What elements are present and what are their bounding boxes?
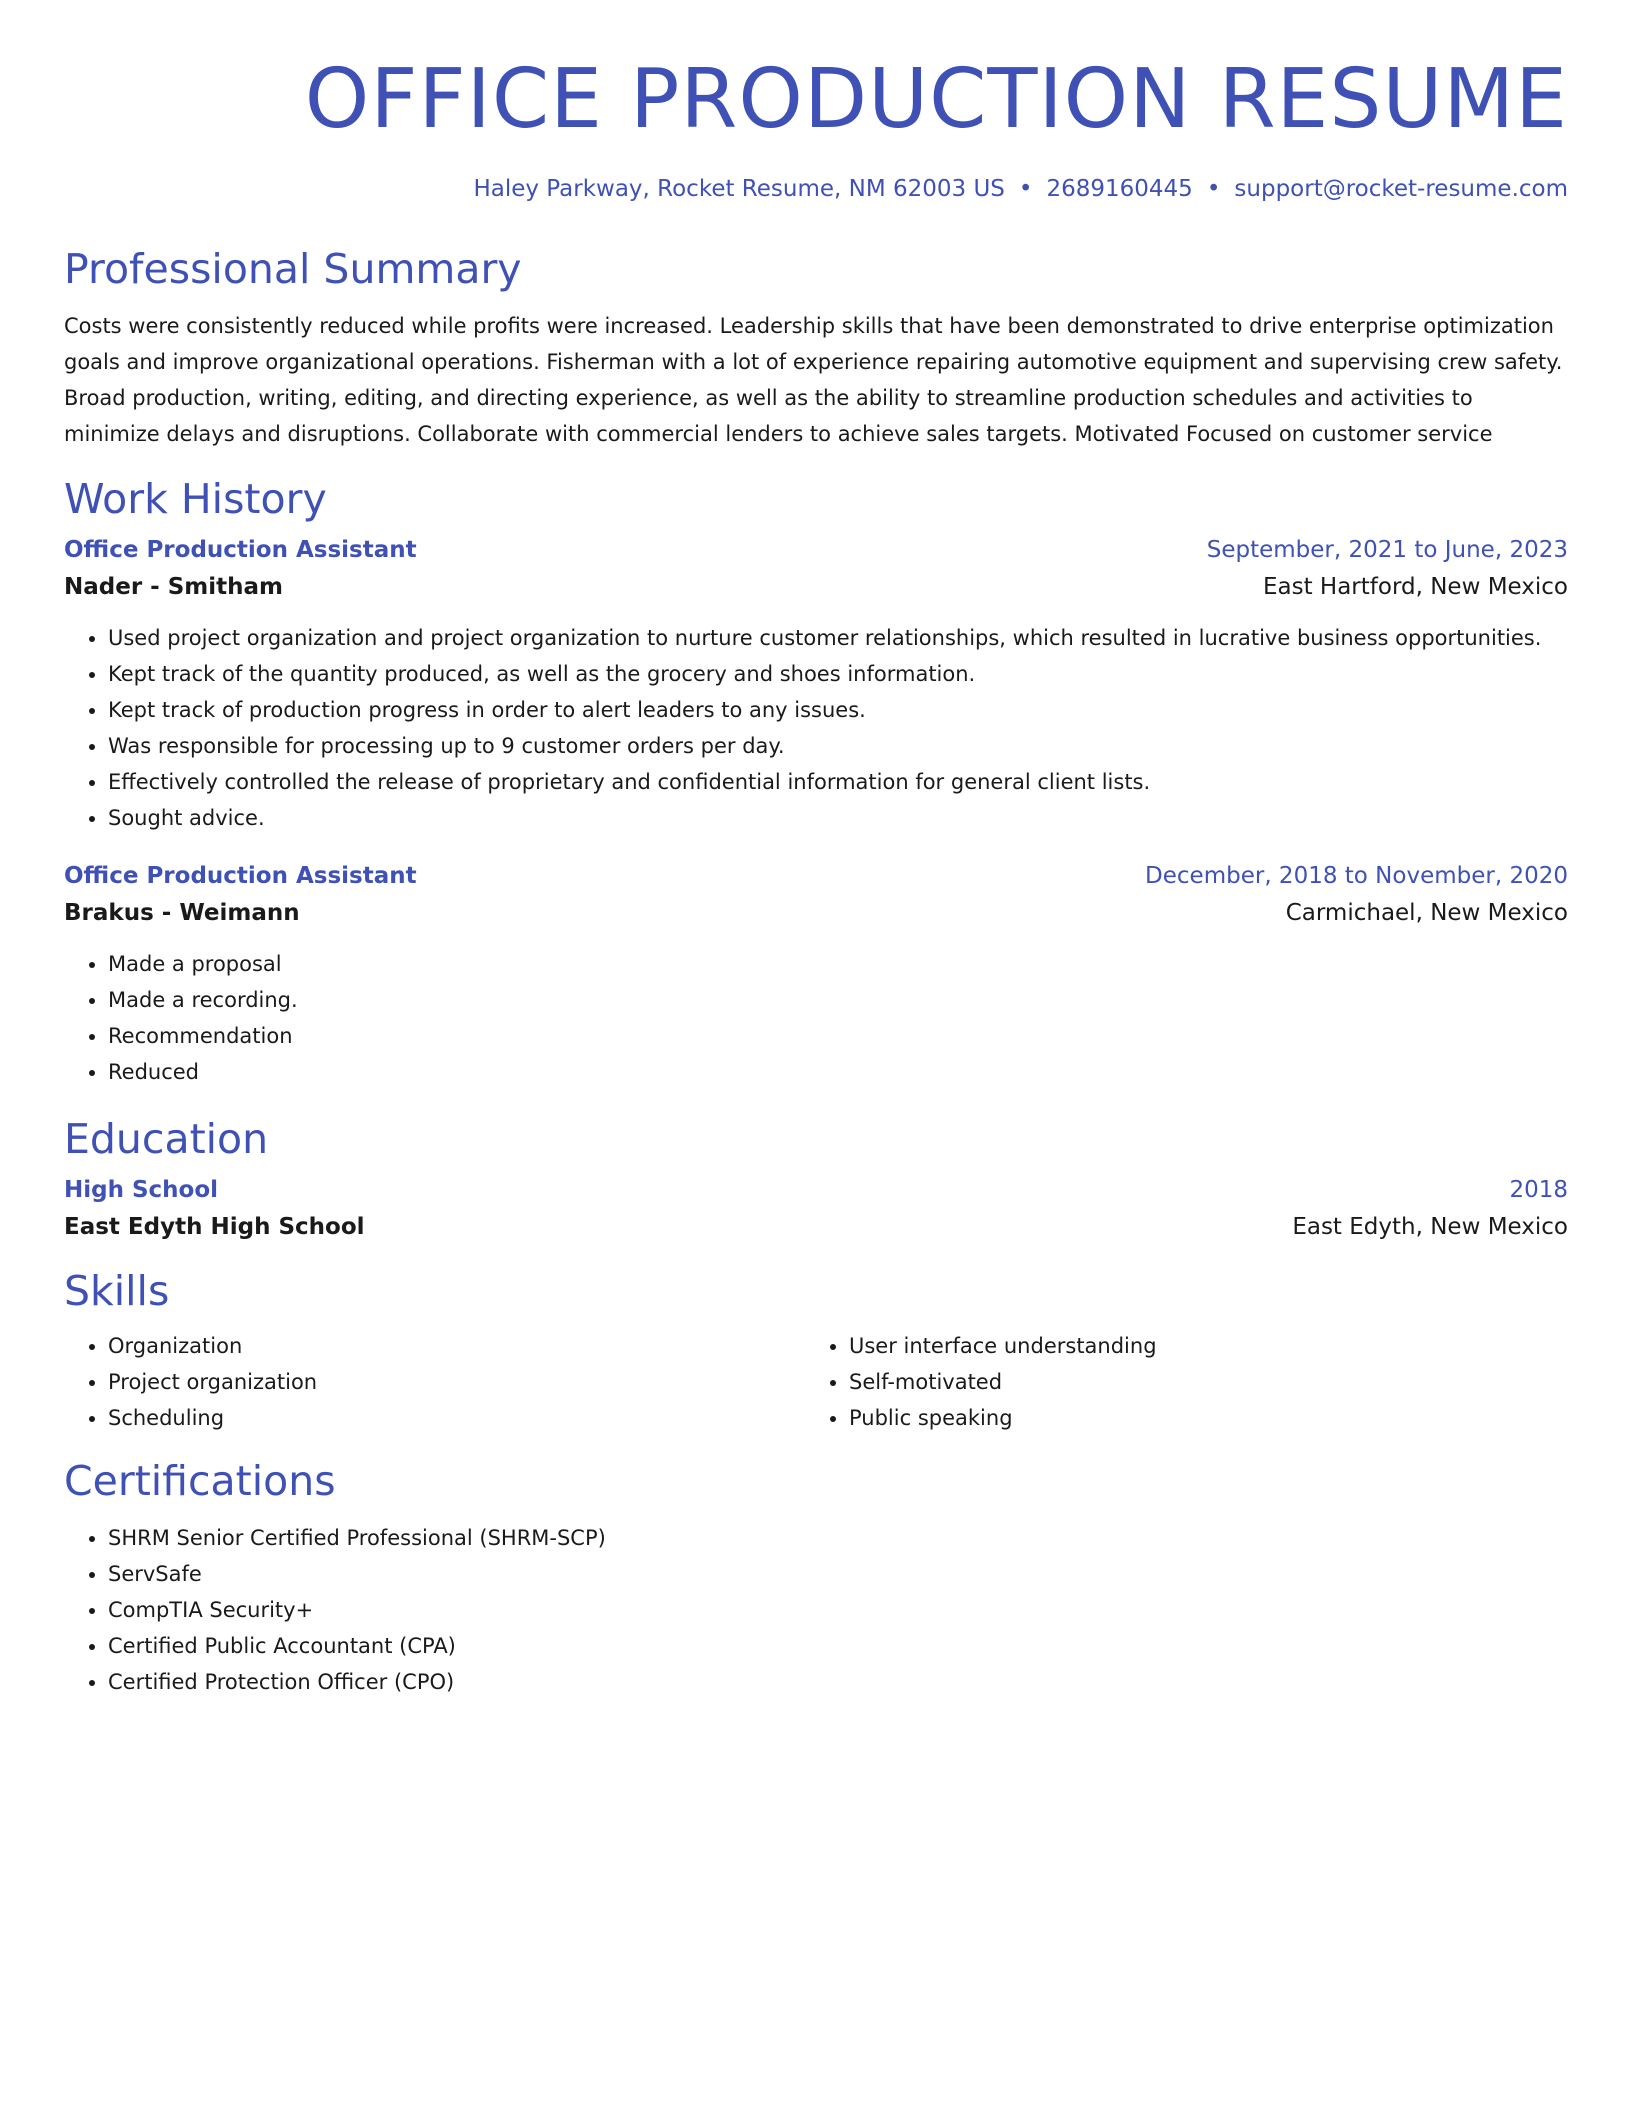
education-school: East Edyth High School xyxy=(64,1214,365,1240)
skill-item: • Project organization xyxy=(108,1364,805,1400)
job-bullet: • Made a recording. xyxy=(108,982,1568,1018)
job-location: East Hartford, New Mexico xyxy=(1262,574,1568,600)
skill-item: • Self-motivated xyxy=(849,1364,1157,1400)
skills-grid xyxy=(64,1328,1568,1436)
education-entry xyxy=(64,1172,1568,1246)
job-bullet: • Kept track of production progress in order to alert leaders to any issues. xyxy=(108,692,1568,728)
education-year: 2018 xyxy=(1509,1177,1568,1203)
summary-text: Costs were consistently reduced while profits were increased. Leadership skills that have been demonstrated to drive enterprise optimization goals and improve organizational operations. Fisherman with a lot of experience repairing automotive equipment and supervising crew safety. Broad production, writing, editing, and directing experience, as well as the ability to streamline production schedules and activities to minimize delays and disruptions. Collaborate with commercial lenders to achieve sales targets. Motivated Focused on customer service xyxy=(64,314,1563,446)
job-entry xyxy=(64,858,1568,1090)
section-heading-summary: Professional Summary xyxy=(64,245,522,293)
section-heading-education: Education xyxy=(64,1115,269,1163)
job-title: Office Production Assistant xyxy=(64,537,417,563)
skill-item: • Public speaking xyxy=(849,1400,1157,1436)
job-dates: September, 2021 to June, 2023 xyxy=(1206,537,1568,563)
certification-item: • ServSafe xyxy=(108,1556,1568,1592)
section-heading-certifications: Certifications xyxy=(64,1457,336,1505)
section-heading-work-history: Work History xyxy=(64,475,327,523)
job-bullet: • Made a proposal xyxy=(108,946,1568,982)
certifications-list xyxy=(64,1520,1568,1700)
job-bullet: • Reduced xyxy=(108,1054,1568,1090)
certification-item: • Certified Protection Officer (CPO) xyxy=(108,1664,1568,1700)
job-dates: December, 2018 to November, 2020 xyxy=(1145,863,1568,889)
section-heading-skills: Skills xyxy=(64,1267,170,1315)
education-header-row xyxy=(64,1172,1568,1208)
certification-item: • Certified Public Accountant (CPA) xyxy=(108,1628,1568,1664)
resume-title: OFFICE PRODUCTION RESUME xyxy=(304,52,1568,147)
contact-phone: 2689160445 xyxy=(1046,176,1193,202)
job-bullet: • Recommendation xyxy=(108,1018,1568,1054)
job-bullet: • Was responsible for processing up to 9 customer orders per day. xyxy=(108,728,1568,764)
job-header-row xyxy=(64,532,1568,568)
education-degree: High School xyxy=(64,1177,219,1203)
contact-separator: • xyxy=(1018,176,1033,202)
job-header-row xyxy=(64,858,1568,894)
job-bullet: • Kept track of the quantity produced, as well as the grocery and shoes information. xyxy=(108,656,1568,692)
job-company: Nader - Smitham xyxy=(64,574,284,600)
contact-address: Haley Parkway, Rocket Resume, NM 62003 US xyxy=(473,176,1005,202)
education-school-row xyxy=(64,1208,1568,1246)
job-company: Brakus - Weimann xyxy=(64,900,300,926)
certification-item: • CompTIA Security+ xyxy=(108,1592,1568,1628)
job-bullets xyxy=(64,620,1568,836)
skills-list-right xyxy=(805,1328,1157,1436)
job-bullet: • Sought advice. xyxy=(108,800,1568,836)
job-bullet: • Used project organization and project organization to nurture customer relationships, which resulted in lucrative business opportunities. xyxy=(108,620,1568,656)
skills-list-left xyxy=(64,1328,805,1436)
job-company-row xyxy=(64,894,1568,932)
job-title: Office Production Assistant xyxy=(64,863,417,889)
skill-item: • User interface understanding xyxy=(849,1328,1157,1364)
job-entry xyxy=(64,532,1568,836)
job-bullets xyxy=(64,946,1568,1090)
skill-item: • Scheduling xyxy=(108,1400,805,1436)
certification-item: • SHRM Senior Certified Professional (SHRM-SCP) xyxy=(108,1520,1568,1556)
contact-email: support@rocket-resume.com xyxy=(1234,176,1568,202)
contact-separator: • xyxy=(1206,176,1221,202)
skill-item: • Organization xyxy=(108,1328,805,1364)
education-location: East Edyth, New Mexico xyxy=(1292,1214,1568,1240)
job-bullet: • Effectively controlled the release of proprietary and confidential information for general client lists. xyxy=(108,764,1568,800)
job-location: Carmichael, New Mexico xyxy=(1285,900,1568,926)
contact-line xyxy=(64,174,1568,204)
job-company-row xyxy=(64,568,1568,606)
